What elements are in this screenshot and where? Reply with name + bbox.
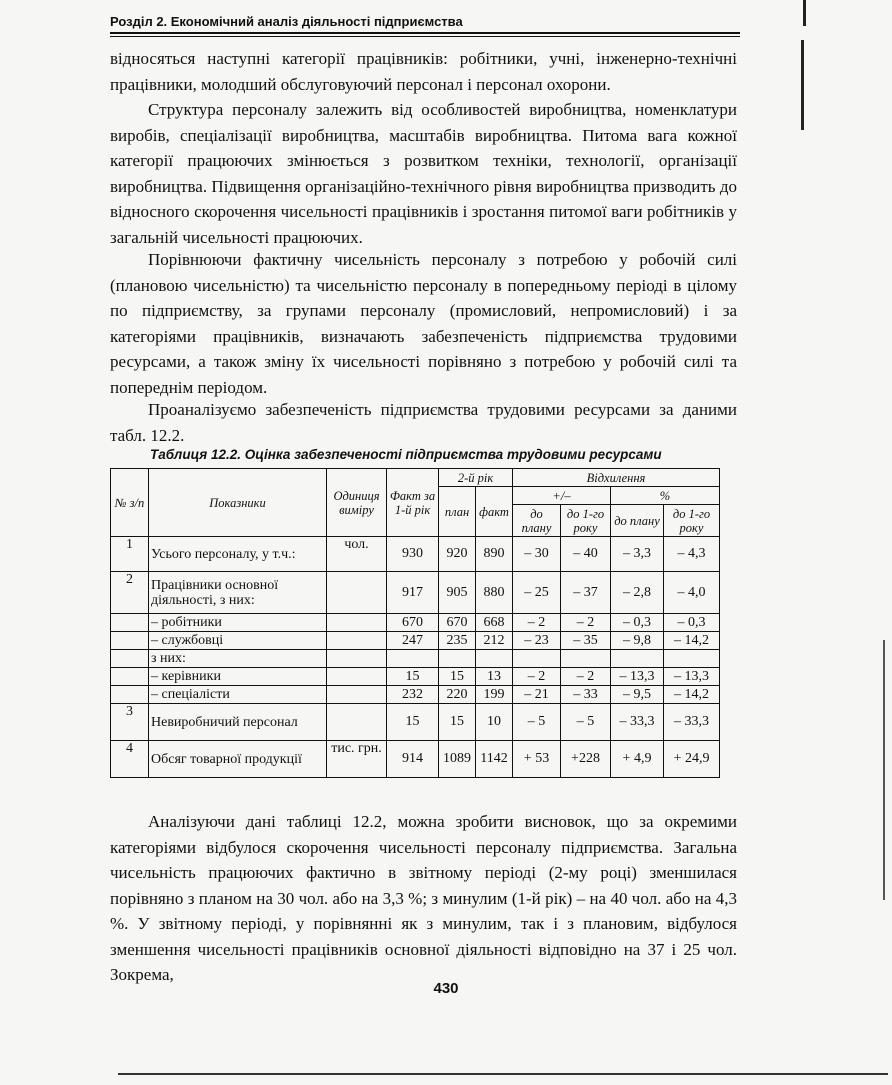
row-dev-year1: – 2: [561, 614, 611, 632]
row-label: Усього персоналу, у т.ч.:: [149, 537, 327, 572]
table-row: [111, 686, 720, 704]
row-dev-plan: – 2: [513, 614, 561, 632]
table-row: [111, 632, 720, 650]
row-dev-year1: +228: [561, 741, 611, 778]
row-pct-plan: – 9,5: [611, 686, 664, 704]
row-num: [111, 686, 149, 704]
row-fact: 10: [476, 704, 513, 741]
row-dev-year1: – 37: [561, 572, 611, 614]
row-fact-year1: 670: [387, 614, 439, 632]
row-plan: [439, 650, 476, 668]
table-row: [111, 704, 720, 741]
row-fact: 880: [476, 572, 513, 614]
row-pct-year1: – 4,0: [664, 572, 720, 614]
header-unit: Одиниця виміру: [327, 469, 387, 537]
header-year2: 2-й рік: [439, 469, 513, 487]
row-unit: [327, 632, 387, 650]
workforce-table: [110, 468, 720, 778]
row-fact-year1: 917: [387, 572, 439, 614]
row-pct-plan: – 0,3: [611, 614, 664, 632]
running-header: Розділ 2. Економічний аналіз діяльності підприємства: [110, 14, 463, 29]
scan-mark: [883, 640, 885, 900]
paragraph-5: Аналізуючи дані таблиці 12.2, можна зробити висновок, що за окремими категоріями відбулося скорочення чисельності персоналу підприємства. Загальна чисельність працюючих фактично в звітному періоді (2-му році) зменшилася порівняно з планом на 30 чол. або на 3,3 %; з минулим (1-й рік) – на 40 чол. або на 4,3 %. У звітному періоді, у порівнянні як з минулим, так і з плановим, відбулося зменшення чисельності працівників основної діяльності відповідно на 37 і 25 чол. Зокрема,: [110, 812, 737, 984]
row-pct-year1: – 0,3: [664, 614, 720, 632]
row-plan: 15: [439, 704, 476, 741]
row-label: Обсяг товарної продукції: [149, 741, 327, 778]
row-pct-year1: – 14,2: [664, 686, 720, 704]
header-rule: [110, 32, 740, 34]
row-label: – керівники: [149, 668, 327, 686]
table-row: [111, 650, 720, 668]
table-row: [111, 537, 720, 572]
header-plan: план: [439, 487, 476, 537]
row-fact: 890: [476, 537, 513, 572]
row-label: – робітники: [149, 614, 327, 632]
row-pct-year1: [664, 650, 720, 668]
row-fact-year1: 247: [387, 632, 439, 650]
row-pct-year1: – 4,3: [664, 537, 720, 572]
row-fact: 199: [476, 686, 513, 704]
row-dev-plan: – 2: [513, 668, 561, 686]
row-dev-year1: [561, 650, 611, 668]
row-unit: [327, 668, 387, 686]
row-num: [111, 632, 149, 650]
row-num: 1: [111, 537, 149, 572]
table-caption: Таблиця 12.2. Оцінка забезпеченості підприємства трудовими ресурсами: [150, 447, 662, 462]
header-to-year1: до 1-го року: [561, 505, 611, 537]
row-plan: 235: [439, 632, 476, 650]
paragraph-4: Проаналізуємо забезпеченість підприємства трудовими ресурсами за даними табл. 12.2.: [110, 400, 737, 445]
row-dev-plan: – 23: [513, 632, 561, 650]
row-unit: тис. грн.: [327, 741, 387, 778]
row-label: – службовці: [149, 632, 327, 650]
row-dev-plan: – 30: [513, 537, 561, 572]
row-dev-year1: – 2: [561, 668, 611, 686]
row-unit: [327, 572, 387, 614]
row-label: Невиробничий персонал: [149, 704, 327, 741]
row-num: 4: [111, 741, 149, 778]
row-unit: чол.: [327, 537, 387, 572]
row-plan: 220: [439, 686, 476, 704]
header-pct: %: [611, 487, 720, 505]
row-fact-year1: 930: [387, 537, 439, 572]
row-dev-year1: – 33: [561, 686, 611, 704]
row-num: 2: [111, 572, 149, 614]
header-fact: факт: [476, 487, 513, 537]
row-fact-year1: 232: [387, 686, 439, 704]
header-indicator: Показники: [149, 469, 327, 537]
row-num: [111, 668, 149, 686]
row-dev-plan: [513, 650, 561, 668]
table-row: [111, 572, 720, 614]
header-to-plan-pct: до плану: [611, 505, 664, 537]
row-plan: 1089: [439, 741, 476, 778]
row-pct-plan: – 3,3: [611, 537, 664, 572]
header-to-plan: до плану: [513, 505, 561, 537]
scan-bottom-rule: [118, 1073, 888, 1075]
row-fact-year1: 15: [387, 704, 439, 741]
row-pct-year1: – 13,3: [664, 668, 720, 686]
header-abs: +/–: [513, 487, 611, 505]
scan-mark: [803, 0, 806, 26]
row-unit: [327, 650, 387, 668]
row-pct-year1: – 33,3: [664, 704, 720, 741]
row-unit: [327, 704, 387, 741]
row-plan: 670: [439, 614, 476, 632]
row-pct-plan: [611, 650, 664, 668]
row-plan: 905: [439, 572, 476, 614]
row-num: [111, 650, 149, 668]
row-dev-plan: – 5: [513, 704, 561, 741]
row-pct-year1: – 14,2: [664, 632, 720, 650]
scan-mark: [801, 40, 804, 130]
page-number: 430: [433, 980, 459, 997]
row-dev-plan: + 53: [513, 741, 561, 778]
row-fact: 13: [476, 668, 513, 686]
paragraph-3: Порівнюючи фактичну чисельність персоналу з потребою у робочій силі (плановою чисельністю) та чисельністю персоналу в попередньому періоді в цілому по підприємству, за групами персоналу (промисловий, непромисловий) і за категоріями працівників, визначають забезпеченість підприємства трудовими ресурсами, а також зміну їх чисельності порівняно з потребою у робочій силі та попереднім періодом.: [110, 250, 737, 397]
row-pct-plan: – 2,8: [611, 572, 664, 614]
header-deviation: Відхилення: [513, 469, 720, 487]
paragraph-1: відносяться наступні категорії працівників: робітники, учні, інженерно-технічні працівники, молодший обслуговуючий персонал і персонал охорони.: [110, 49, 737, 94]
table-row: [111, 668, 720, 686]
row-dev-plan: – 25: [513, 572, 561, 614]
header-to-year1-pct: до 1-го року: [664, 505, 720, 537]
row-label: Працівники основної діяльності, з них:: [149, 572, 327, 614]
row-pct-plan: – 33,3: [611, 704, 664, 741]
table-row: [111, 741, 720, 778]
row-fact-year1: 15: [387, 668, 439, 686]
row-fact-year1: 914: [387, 741, 439, 778]
row-unit: [327, 614, 387, 632]
row-label: – спеціалісти: [149, 686, 327, 704]
row-pct-plan: – 9,8: [611, 632, 664, 650]
row-dev-year1: – 35: [561, 632, 611, 650]
row-label: з них:: [149, 650, 327, 668]
row-pct-plan: – 13,3: [611, 668, 664, 686]
header-num: № з/п: [111, 469, 149, 537]
row-fact: 212: [476, 632, 513, 650]
row-num: [111, 614, 149, 632]
row-num: 3: [111, 704, 149, 741]
row-fact: 668: [476, 614, 513, 632]
header-rule-thin: [110, 36, 740, 37]
table-row: [111, 614, 720, 632]
row-plan: 920: [439, 537, 476, 572]
row-pct-plan: + 4,9: [611, 741, 664, 778]
row-dev-plan: – 21: [513, 686, 561, 704]
row-fact: 1142: [476, 741, 513, 778]
row-pct-year1: + 24,9: [664, 741, 720, 778]
row-plan: 15: [439, 668, 476, 686]
row-dev-year1: – 5: [561, 704, 611, 741]
header-fact-year1: Факт за 1-й рік: [387, 469, 439, 537]
row-fact: [476, 650, 513, 668]
row-dev-year1: – 40: [561, 537, 611, 572]
row-unit: [327, 686, 387, 704]
row-fact-year1: [387, 650, 439, 668]
paragraph-2: Структура персоналу залежить від особливостей виробництва, номенклатури виробів, спеціалізації виробництва, масштабів виробництва. Питома вага кожної категорії працюючих змінюється з розвитком техніки, технології, організації виробництва. Підвищення організаційно-технічного рівня виробництва призводить до відносного скорочення чисельності працівників і зростання питомої ваги робітників у загальній чисельності працюючих.: [110, 100, 737, 247]
